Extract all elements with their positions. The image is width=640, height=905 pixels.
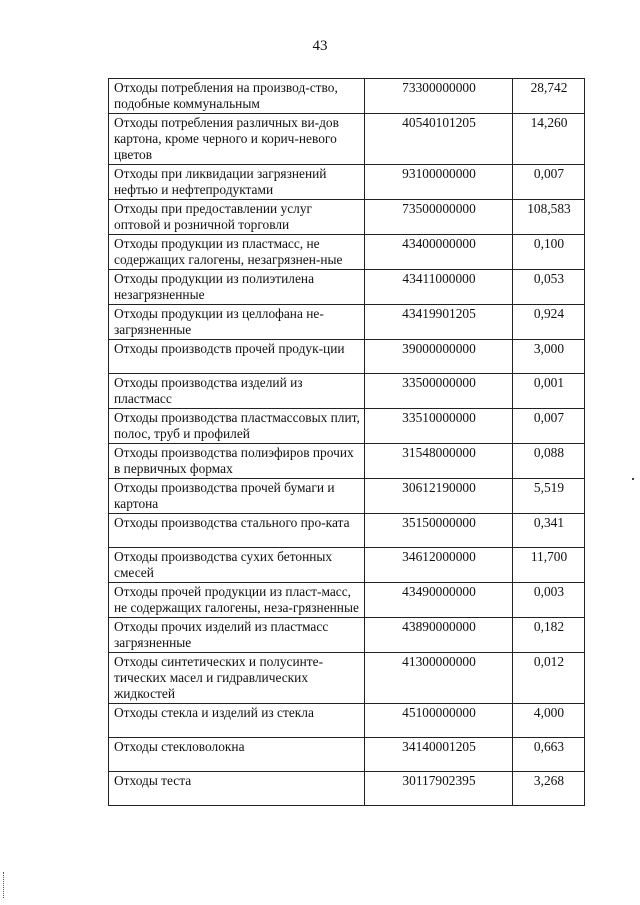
waste-name-cell: Отходы продукции из пластмасс, не содержащих галогены, незагрязнен-ные (109, 235, 365, 270)
waste-name-cell: Отходы продукции из целлофана не-загрязненные (109, 305, 365, 340)
waste-code-cell: 34140001205 (365, 738, 513, 772)
waste-code-cell: 45100000000 (365, 704, 513, 738)
waste-code-cell: 73300000000 (365, 79, 513, 114)
waste-code-cell: 34612000000 (365, 548, 513, 583)
waste-mass-cell: 3,000 (513, 340, 585, 374)
waste-name-cell: Отходы производства прочей бумаги и картона (109, 479, 365, 514)
waste-mass-cell: 0,007 (513, 165, 585, 200)
waste-name-cell: Отходы продукции из полиэтилена незагрязненные (109, 270, 365, 305)
waste-code-cell: 30117902395 (365, 772, 513, 806)
waste-code-cell: 43411000000 (365, 270, 513, 305)
waste-code-cell: 43419901205 (365, 305, 513, 340)
table-row (109, 583, 585, 618)
table-row (109, 270, 585, 305)
waste-mass-cell: 0,003 (513, 583, 585, 618)
waste-mass-cell: 11,700 (513, 548, 585, 583)
waste-name-cell: Отходы производств прочей продук-ции (109, 340, 365, 374)
waste-code-cell: 35150000000 (365, 514, 513, 548)
waste-mass-cell: 3,268 (513, 772, 585, 806)
table-row (109, 514, 585, 548)
waste-name-cell: Отходы теста (109, 772, 365, 806)
waste-code-cell: 73500000000 (365, 200, 513, 235)
waste-mass-cell: 0,012 (513, 653, 585, 704)
waste-mass-cell: 0,100 (513, 235, 585, 270)
waste-name-cell: Отходы потребления на производ-ство, подобные коммунальным (109, 79, 365, 114)
waste-name-cell: Отходы стекла и изделий из стекла (109, 704, 365, 738)
table-row (109, 165, 585, 200)
table-row (109, 653, 585, 704)
waste-code-cell: 33510000000 (365, 409, 513, 444)
waste-mass-cell: 0,663 (513, 738, 585, 772)
waste-name-cell: Отходы производства сухих бетонных смесей (109, 548, 365, 583)
table-row (109, 114, 585, 165)
table-row (109, 444, 585, 479)
waste-name-cell: Отходы производства изделий из пластмасс (109, 374, 365, 409)
waste-code-cell: 31548000000 (365, 444, 513, 479)
table-row (109, 548, 585, 583)
table-body (109, 79, 585, 806)
waste-code-cell: 30612190000 (365, 479, 513, 514)
waste-name-cell: Отходы стекловолокна (109, 738, 365, 772)
table-row (109, 479, 585, 514)
waste-name-cell: Отходы производства стального про-ката (109, 514, 365, 548)
waste-code-cell: 43400000000 (365, 235, 513, 270)
waste-name-cell: Отходы потребления различных ви-дов картона, кроме черного и корич-невого цветов (109, 114, 365, 165)
waste-mass-cell: 108,583 (513, 200, 585, 235)
waste-name-cell: Отходы синтетических и полусинте-тических масел и гидравлических жидкостей (109, 653, 365, 704)
waste-mass-cell: 0,088 (513, 444, 585, 479)
waste-code-cell: 43890000000 (365, 618, 513, 653)
waste-mass-cell: 4,000 (513, 704, 585, 738)
waste-mass-cell: 5,519 (513, 479, 585, 514)
waste-mass-cell: 0,182 (513, 618, 585, 653)
waste-mass-cell: 0,007 (513, 409, 585, 444)
table-row (109, 409, 585, 444)
waste-code-cell: 93100000000 (365, 165, 513, 200)
table-row (109, 618, 585, 653)
waste-name-cell: Отходы прочей продукции из пласт-масс, не содержащих галогены, неза-грязненные (109, 583, 365, 618)
waste-name-cell: Отходы при ликвидации загрязнений нефтью и нефтепродуктами (109, 165, 365, 200)
table-row (109, 704, 585, 738)
table-row (109, 200, 585, 235)
waste-name-cell: Отходы при предоставлении услуг оптовой и розничной торговли (109, 200, 365, 235)
table-row (109, 772, 585, 806)
waste-code-cell: 33500000000 (365, 374, 513, 409)
waste-mass-cell: 0,001 (513, 374, 585, 409)
waste-name-cell: Отходы прочих изделий из пластмасс загрязненные (109, 618, 365, 653)
scan-speck (632, 478, 634, 480)
waste-name-cell: Отходы производства полиэфиров прочих в первичных формах (109, 444, 365, 479)
waste-code-cell: 39000000000 (365, 340, 513, 374)
table-row (109, 374, 585, 409)
table-row (109, 738, 585, 772)
table-row (109, 305, 585, 340)
binding-margin-mark (3, 872, 5, 898)
table-row (109, 340, 585, 374)
page-number: 43 (312, 38, 328, 54)
waste-code-cell: 40540101205 (365, 114, 513, 165)
waste-mass-cell: 0,924 (513, 305, 585, 340)
waste-code-cell: 41300000000 (365, 653, 513, 704)
waste-mass-cell: 0,053 (513, 270, 585, 305)
waste-mass-cell: 0,341 (513, 514, 585, 548)
waste-table (108, 78, 585, 806)
waste-code-cell: 43490000000 (365, 583, 513, 618)
waste-name-cell: Отходы производства пластмассовых плит, полос, труб и профилей (109, 409, 365, 444)
table-row (109, 79, 585, 114)
waste-mass-cell: 14,260 (513, 114, 585, 165)
waste-mass-cell: 28,742 (513, 79, 585, 114)
table-row (109, 235, 585, 270)
